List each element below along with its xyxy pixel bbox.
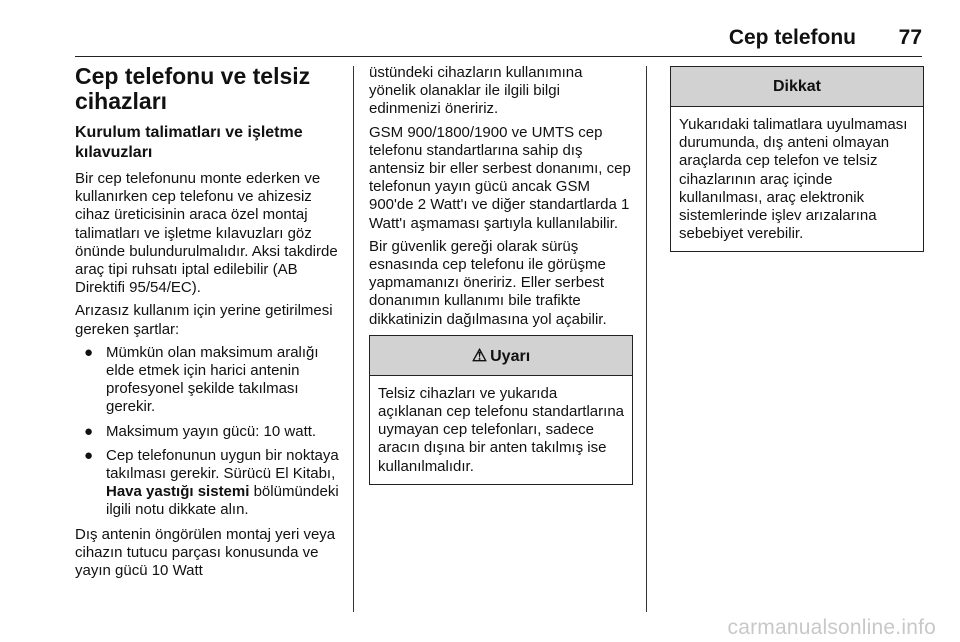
bullet-icon: ●	[84, 422, 94, 440]
section-heading: Kurulum talimatları ve işletme kılavuzları	[75, 124, 303, 161]
paragraph: GSM 900/1800/1900 ve UMTS cep telefonu standartlarına sahip dış antensiz bir eller serbest donanımı, cep telefonun yayın gücü ancak GSM 900'de 2 Watt'ı ve diğer standartlarda 1 Watt'ı aşmaması şartıyla kullanılabilir.	[369, 123, 631, 232]
list-item-text: Mümkün olan maksimum aralığı elde etmek için harici antenin profesyonel şekilde takılması gerekir.	[106, 343, 319, 416]
page-number: 77	[898, 26, 922, 49]
column-left	[75, 64, 347, 585]
paragraph: Bir cep telefonunu monte ederken ve kullanırken cep telefonu ve ahizesiz cihaz üreticisinin araca özel montaj talimatları ve işletme kılavuzları göz önünde bulundurulmalıdır. Aksi takdirde araç tipi ruhsatı iptal edilebilir (AB Direktifi 95/54/EC).	[75, 170, 338, 297]
paragraph: Arızasız kullanım için yerine getirilmesi gereken şartlar:	[75, 302, 333, 338]
column-middle	[369, 64, 633, 485]
warning-triangle-icon: ⚠	[471, 345, 488, 365]
warning-box	[369, 335, 633, 485]
caution-body: Yukarıdaki talimatlara uyulmaması durumunda, dış anteni olmayan araçlarda cep telefon ve telsiz cihazlarının araç içinde kullanılması, araç elektronik sistemlerinde işlev arızalarına sebebiyet verebilir.	[679, 116, 908, 243]
list-item-text: Cep telefonunun uygun bir noktaya takılması gerekir. Sürücü El Kitabı,	[106, 446, 339, 483]
list-item	[75, 447, 347, 520]
list-item	[75, 423, 347, 441]
column-divider	[353, 66, 354, 612]
paragraph: Dış antenin öngörülen montaj yeri veya cihazın tutucu parçası konusunda ve yayın gücü 10 Watt	[75, 525, 336, 580]
page-title: Cep telefonu ve telsiz cihazları	[75, 63, 311, 114]
list-item-text: Maksimum yayın gücü: 10 watt.	[106, 422, 317, 440]
warning-header	[370, 336, 632, 376]
warning-title: Uyarı	[490, 347, 531, 365]
list-item-text: bölümündeki ilgili notu dikkate alın.	[106, 483, 339, 519]
column-right	[670, 64, 924, 252]
section-title: Cep telefonu	[728, 26, 856, 49]
caution-box	[670, 66, 924, 252]
requirements-list	[75, 344, 347, 520]
bullet-icon: ●	[84, 446, 94, 464]
caution-header: Dikkat	[671, 67, 923, 107]
paragraph: Bir güvenlik gereği olarak sürüş esnasında cep telefonu ile görüşme yapmamanızı öneririz. Eller serbest donanımın kullanımı bile trafikte dikkatinizin dağılmasına yol açabilir.	[369, 237, 607, 328]
list-item	[75, 344, 347, 417]
watermark: carmanualsonline.info	[727, 616, 936, 639]
warning-body: Telsiz cihazları ve yukarıda açıklanan cep telefonu standartlarına uymayan cep telefonları, sadece aracın dışına bir anten takılmış ise kullanılmalıdır.	[378, 384, 624, 475]
page-header	[75, 22, 922, 57]
cross-reference: Hava yastığı sistemi	[106, 483, 250, 501]
column-divider	[646, 66, 647, 612]
bullet-icon: ●	[84, 343, 94, 361]
paragraph: üstündeki cihazların kullanımına yönelik olanaklar ile ilgili bilgi edinmenizi öneririz.	[369, 64, 583, 118]
